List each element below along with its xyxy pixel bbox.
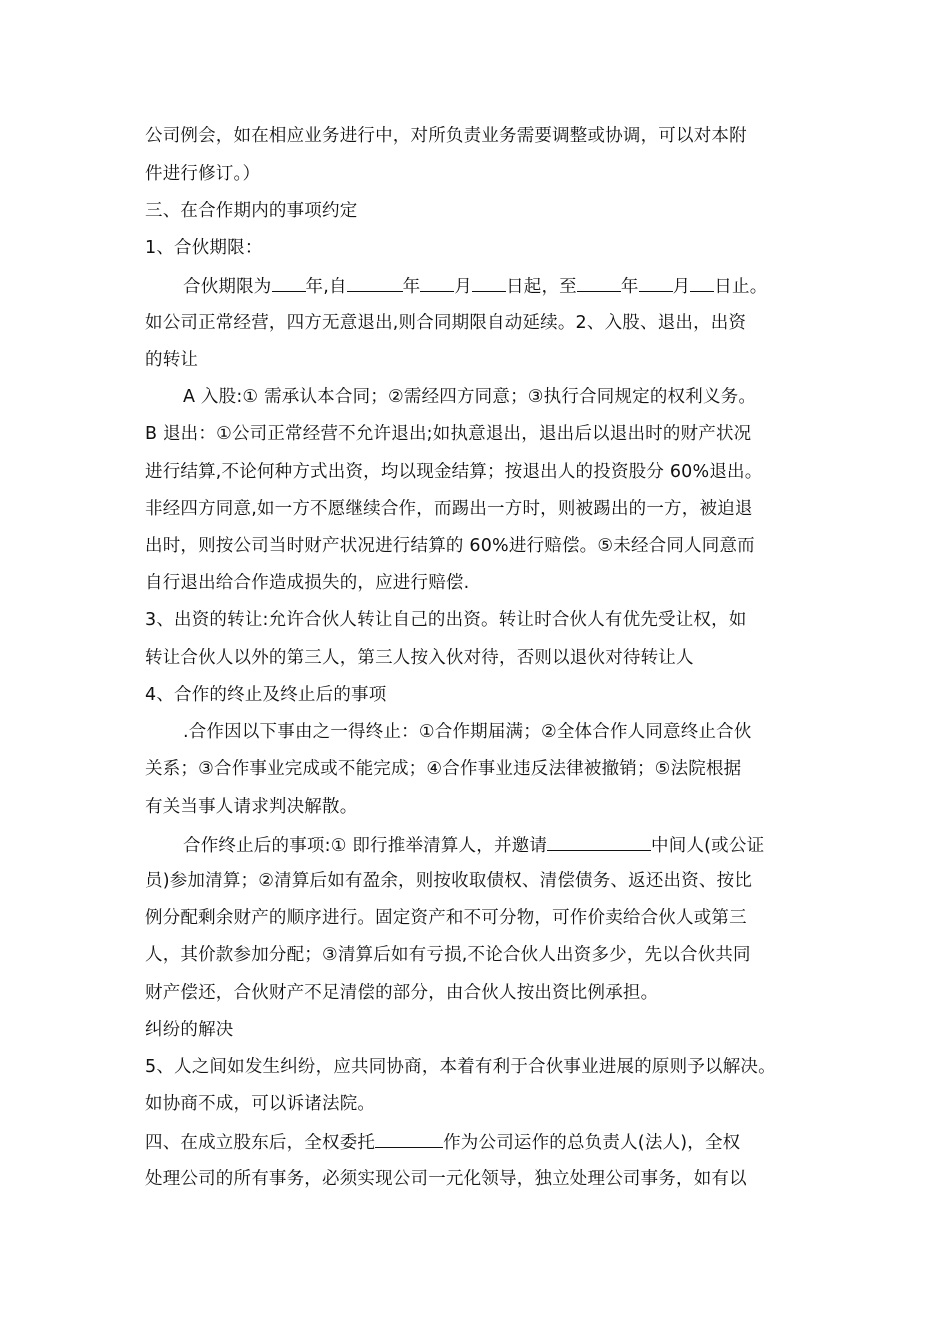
term-text: 年 (402, 277, 421, 297)
term-text: 日止。 (714, 277, 768, 297)
body-line: 转让合伙人以外的第三人，第三人按入伙对待，否则以退伙对待转让人 (145, 648, 694, 668)
body-line: .合作因以下事由之一得终止：①合作期届满；②全体合作人同意终止合伙 (183, 722, 752, 742)
term-text: 年 (620, 277, 639, 297)
liquidation-text: 合作终止后的事项:① 即行推举清算人，并邀请 (183, 836, 548, 856)
body-line: 公司例会，如在相应业务进行中，对所负责业务需要调整或协调，可以对本附 (145, 126, 747, 146)
clause-b: B 退出：①公司正常经营不允许退出;如执意退出，退出后以退出时的财产状况 (145, 424, 752, 444)
body-line: 如公司正常经营，四方无意退出,则合同期限自动延续。2、入股、退出，出资 (145, 313, 747, 333)
body-line: 例分配剩余财产的顺序进行。固定资产和不可分物，可作价卖给合伙人或第三 (145, 908, 747, 928)
body-line: 关系；③合作事业完成或不能完成；④合作事业违反法律被撤销；⑤法院根据 (145, 759, 742, 779)
start-day-blank[interactable] (472, 273, 506, 292)
body-line: 处理公司的所有事务，必须实现公司一元化领导，独立处理公司事务，如有以 (145, 1169, 747, 1189)
delegate-line (145, 1129, 740, 1155)
term-text: 月 (672, 277, 691, 297)
body-line: 进行结算,不论何种方式出资，均以现金结算；按退出人的投资股分 60%退出。 (145, 462, 763, 482)
body-line: 的转让 (145, 350, 199, 370)
body-line: 财产偿还，合伙财产不足清偿的部分，由合伙人按出资比例承担。 (145, 983, 659, 1003)
body-line: 出时，则按公司当时财产状况进行结算的 60%进行赔偿。⑤未经合同人同意而 (145, 536, 755, 556)
subheading-dispute: 纠纷的解决 (145, 1020, 234, 1040)
term-text: 日起，至 (506, 277, 577, 297)
delegate-name-blank[interactable] (375, 1129, 443, 1148)
end-day-blank[interactable] (690, 273, 714, 292)
start-year-blank[interactable] (347, 273, 403, 292)
clause-5: 5、人之间如发生纠纷，应共同协商，本着有利于合伙事业进展的原则予以解决。 (145, 1057, 776, 1077)
start-month-blank[interactable] (420, 273, 454, 292)
body-line: 非经四方同意,如一方不愿继续合作，而踢出一方时，则被踢出的一方，被迫退 (145, 499, 753, 519)
delegate-text: 四、在成立股东后，全权委托 (145, 1133, 376, 1153)
body-line: 件进行修订。） (145, 164, 261, 184)
subheading-term: 1、合伙期限： (145, 238, 263, 258)
clause-3: 3、出资的转让:允许合伙人转让自己的出资。转让时合伙人有优先受让权，如 (145, 610, 747, 630)
body-line: 有关当事人请求判决解散。 (145, 797, 358, 817)
term-text: 月 (454, 277, 473, 297)
body-line: 如协商不成，可以诉诸法院。 (145, 1094, 376, 1114)
years-blank[interactable] (272, 273, 306, 292)
liquidation-text: 中间人(或公证 (651, 836, 765, 856)
mediator-blank[interactable] (547, 832, 651, 851)
body-line: 自行退出给合作造成损失的，应进行赔偿. (145, 573, 470, 593)
delegate-text: 作为公司运作的总负责人(法人)，全权 (443, 1133, 741, 1153)
clause-a: A 入股:① 需承认本合同；②需经四方同意；③执行合同规定的权利义务。 (183, 387, 757, 407)
end-month-blank[interactable] (639, 273, 673, 292)
section-heading-3: 三、在合作期内的事项约定 (145, 201, 358, 221)
end-year-blank[interactable] (577, 273, 621, 292)
term-text: 合伙期限为 (183, 277, 272, 297)
body-line: 人，其价款参加分配；③清算后如有亏损,不论合伙人出资多少，先以合伙共同 (145, 945, 751, 965)
term-text: 年,自 (305, 277, 347, 297)
subheading-termination: 4、合作的终止及终止后的事项 (145, 685, 387, 705)
liquidation-line (183, 832, 764, 858)
term-line (183, 273, 767, 299)
body-line: 员)参加清算；②清算后如有盈余，则按收取债权、清偿债务、返还出资、按比 (145, 871, 753, 891)
